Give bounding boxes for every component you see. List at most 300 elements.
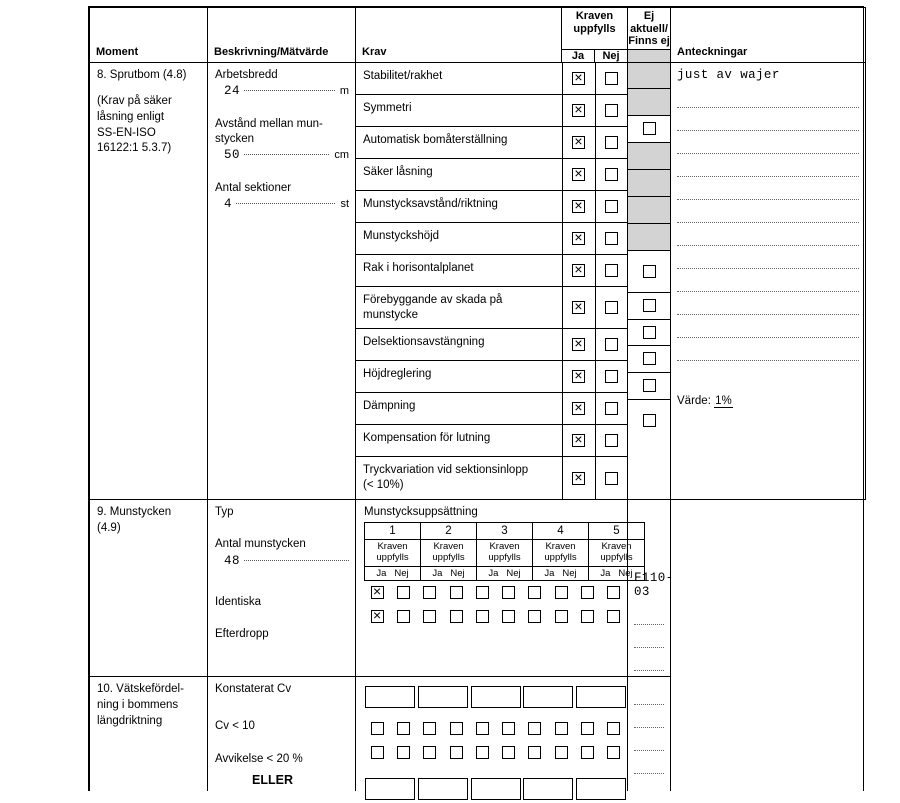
kraven-l2: uppfylls — [376, 551, 409, 563]
nej-label: Nej — [618, 567, 633, 579]
section10-moment-cell — [90, 676, 208, 791]
checkbox-icon — [502, 610, 515, 623]
krav-row — [356, 457, 628, 499]
section10-beskrivning-cell — [208, 676, 356, 791]
checkbox-icon — [528, 746, 541, 759]
text-box — [523, 686, 573, 708]
section9-identiska-label: Identiska — [215, 595, 262, 608]
identiska-group-2[interactable] — [417, 581, 470, 605]
meas-label-avstand-l2: stycken — [215, 132, 254, 145]
checkbox-icon — [581, 586, 594, 599]
krav-label-l2: (< 10%) — [363, 479, 404, 492]
section9-typ-label: Typ — [215, 505, 234, 518]
section8-note-l2: låsning enligt — [97, 110, 165, 123]
meas-dotted-line — [244, 90, 335, 91]
checkbox-icon — [605, 301, 618, 314]
checkbox-icon — [605, 168, 618, 181]
ja-label: Ja — [488, 567, 499, 579]
checkbox-icon — [581, 746, 594, 759]
section10-cv-label: Cv < 10 — [215, 720, 255, 733]
krav-nej-checkbox[interactable] — [595, 254, 628, 286]
meas-value-avstand: 50 — [224, 148, 241, 163]
krav-label: Säker låsning — [356, 158, 562, 190]
checkbox-icon — [397, 746, 410, 759]
nozzle-kraven-2 — [421, 539, 477, 566]
krav-label: Kompensation för lutning — [356, 425, 562, 457]
text-box — [365, 778, 415, 800]
krav-ja-checkbox[interactable] — [562, 425, 595, 457]
nozzle-janej-2 — [421, 566, 477, 580]
krav-ja-checkbox[interactable] — [562, 126, 595, 158]
text-box — [576, 778, 626, 800]
meas-label-avstand — [208, 112, 355, 147]
ja-label: Ja — [544, 567, 555, 579]
cv-group-1[interactable] — [364, 717, 417, 741]
krav-nej-checkbox[interactable] — [595, 286, 628, 328]
ej-checkbox[interactable] — [628, 250, 670, 292]
krav-label: Rak i horisontalplanet — [356, 254, 562, 286]
krav-label-l1: Förebyggande av skada på — [363, 293, 503, 306]
cv-group-5[interactable] — [574, 717, 627, 741]
krav-ja-checkbox[interactable] — [562, 222, 595, 254]
header-ej-spacer — [628, 49, 671, 62]
text-box — [471, 686, 521, 708]
checkbox-icon — [572, 338, 585, 351]
partial-box-row — [364, 765, 627, 785]
checkbox-icon — [605, 434, 618, 447]
section8-krav-block — [356, 62, 628, 499]
nozzle-janej-1 — [365, 566, 421, 580]
section10-anteckningar-cell[interactable] — [628, 676, 671, 791]
meas-dotted-line — [236, 203, 335, 204]
krav-label-l1: Tryckvariation vid sektionsinlopp — [363, 464, 529, 477]
checkbox-icon — [371, 746, 384, 759]
krav-ja-checkbox[interactable] — [562, 457, 595, 499]
identiska-group-5[interactable] — [574, 581, 627, 605]
krav-row — [356, 425, 628, 457]
checkbox-icon — [572, 136, 585, 149]
header-ej-line3: Finns ej — [628, 35, 670, 48]
krav-label: Höjdreglering — [356, 361, 562, 393]
ja-label: Ja — [376, 567, 387, 579]
checkbox-icon — [607, 722, 620, 735]
checkbox-icon — [605, 338, 618, 351]
checkbox-icon — [502, 746, 515, 759]
ej-row — [628, 399, 670, 441]
checkbox-icon — [643, 265, 656, 278]
checkbox-icon — [371, 610, 384, 623]
ej-row — [628, 169, 670, 196]
krav-row — [356, 158, 628, 190]
konstaterat-box-1[interactable] — [364, 683, 417, 711]
header-kraven-line1: Kraven — [575, 10, 614, 22]
ej-grey-cell — [628, 223, 670, 250]
text-box — [365, 686, 415, 708]
ej-row — [628, 142, 670, 169]
header-nej: Nej — [595, 49, 628, 62]
krav-ja-checkbox[interactable] — [562, 286, 595, 328]
nozzle-janej-row — [365, 566, 645, 580]
section8-varde-row — [677, 391, 859, 410]
header-ja: Ja — [562, 49, 595, 62]
ej-row — [628, 372, 670, 399]
checkbox-icon — [607, 746, 620, 759]
header-krav: Krav — [356, 8, 562, 63]
section9-note-text: F110-03 — [634, 570, 674, 599]
checkbox-icon — [605, 136, 618, 149]
partial-box-4[interactable] — [522, 775, 575, 803]
ej-grey-cell — [628, 88, 670, 115]
section8-moment-cell — [90, 62, 208, 499]
checkbox-icon — [643, 122, 656, 135]
partial-box-3[interactable] — [469, 775, 522, 803]
checkbox-icon — [572, 72, 585, 85]
krav-label: Stabilitet/rakhet — [356, 63, 562, 95]
section8-beskrivning-cell — [208, 62, 356, 499]
efterdropp-checkbox-row — [364, 605, 627, 629]
ej-row — [628, 292, 670, 319]
nozzle-janej-4 — [533, 566, 589, 580]
krav-label: Dämpning — [356, 393, 562, 425]
meas-label-avstand-l1: Avstånd mellan mun- — [215, 118, 323, 131]
krav-row — [356, 190, 628, 222]
identiska-checkbox-row — [364, 581, 627, 605]
section9-antal-field[interactable] — [208, 553, 355, 574]
checkbox-icon — [450, 722, 463, 735]
krav-label: Munstyckshöjd — [356, 222, 562, 254]
ej-checkbox[interactable] — [628, 292, 670, 319]
krav-ja-checkbox[interactable] — [562, 158, 595, 190]
meas-unit-antal-sektioner: st — [340, 198, 349, 211]
meas-value-antal-sektioner: 4 — [224, 197, 233, 212]
krav-ja-checkbox[interactable] — [562, 190, 595, 222]
checkbox-icon — [423, 746, 436, 759]
checkbox-icon — [450, 610, 463, 623]
inspection-table — [89, 7, 866, 791]
nozzle-col-5: 5 — [589, 522, 645, 539]
avvikelse-group-4[interactable] — [522, 741, 575, 765]
checkbox-icon — [450, 586, 463, 599]
section8-ej-column — [628, 62, 671, 499]
nozzle-col-1: 1 — [365, 522, 421, 539]
checkbox-icon — [423, 610, 436, 623]
checkbox-icon — [643, 352, 656, 365]
checkbox-icon — [605, 370, 618, 383]
checkbox-icon — [581, 722, 594, 735]
krav-nej-checkbox[interactable] — [595, 190, 628, 222]
krav-row — [356, 126, 628, 158]
kraven-l2: uppfylls — [600, 551, 633, 563]
kraven-l1: Kraven — [601, 540, 632, 552]
krav-ja-checkbox[interactable] — [562, 361, 595, 393]
section10-title-l2: ning i bommens — [97, 698, 179, 711]
krav-row — [356, 286, 628, 328]
checkbox-icon — [476, 586, 489, 599]
checkbox-icon — [572, 264, 585, 277]
section9-antal-value: 48 — [224, 553, 241, 568]
checkbox-icon — [528, 610, 541, 623]
checkbox-icon — [572, 232, 585, 245]
section9-efterdropp-label: Efterdropp — [215, 627, 269, 640]
krav-row — [356, 254, 628, 286]
meas-field-antal-sektioner[interactable] — [208, 196, 355, 217]
section10-title-l3: längdriktning — [97, 714, 163, 727]
section9-beskrivning-cell — [208, 499, 356, 676]
section9-anteckningar-cell[interactable] — [628, 499, 674, 676]
header-kraven-line2: uppfylls — [573, 22, 616, 35]
checkbox-icon — [643, 299, 656, 312]
krav-ja-checkbox[interactable] — [562, 329, 595, 361]
checkbox-icon — [371, 722, 384, 735]
efterdropp-group-4[interactable] — [522, 605, 575, 629]
ej-grey-cell — [628, 142, 670, 169]
krav-ja-checkbox[interactable] — [562, 94, 595, 126]
checkbox-icon — [643, 326, 656, 339]
checkbox-icon — [607, 586, 620, 599]
checkbox-icon — [643, 414, 656, 427]
krav-nej-checkbox[interactable] — [595, 457, 628, 499]
krav-nej-checkbox[interactable] — [595, 425, 628, 457]
krav-nej-checkbox[interactable] — [595, 393, 628, 425]
identiska-group-4[interactable] — [522, 581, 575, 605]
checkbox-icon — [423, 722, 436, 735]
krav-row — [356, 222, 628, 254]
checkbox-icon — [572, 434, 585, 447]
checkbox-icon — [643, 379, 656, 392]
meas-unit-avstand: cm — [334, 149, 349, 162]
meas-label-arbetsbredd: Arbetsbredd — [215, 68, 278, 81]
section8-note-l1: (Krav på säker — [97, 94, 172, 107]
efterdropp-group-2[interactable] — [417, 605, 470, 629]
section10-avvikelse-label: Avvikelse < 20 % — [215, 752, 303, 765]
efterdropp-group-1[interactable] — [364, 605, 417, 629]
nej-label: Nej — [506, 567, 521, 579]
ej-row — [628, 88, 670, 115]
meas-dotted-line — [244, 560, 349, 561]
nozzle-table — [364, 522, 645, 581]
checkbox-icon — [572, 370, 585, 383]
kraven-l2: uppfylls — [432, 551, 465, 563]
inspection-form-sheet — [88, 6, 864, 791]
section10-box-area — [356, 677, 627, 785]
checkbox-icon — [572, 301, 585, 314]
avvikelse-group-3[interactable] — [469, 741, 522, 765]
identiska-group-3[interactable] — [469, 581, 522, 605]
krav-ja-checkbox[interactable] — [562, 254, 595, 286]
krav-nej-checkbox[interactable] — [595, 126, 628, 158]
meas-unit-arbetsbredd: m — [339, 85, 349, 98]
kraven-l1: Kraven — [377, 540, 408, 552]
nozzle-table-wrap — [356, 522, 633, 635]
checkbox-icon — [397, 610, 410, 623]
ej-checkbox[interactable] — [628, 115, 670, 142]
text-box — [576, 686, 626, 708]
section10-boxes-cell — [356, 676, 628, 791]
meas-field-avstand[interactable] — [208, 147, 355, 168]
ej-checkbox[interactable] — [628, 319, 670, 345]
checkbox-icon — [605, 72, 618, 85]
checkbox-icon — [572, 104, 585, 117]
table-header-row — [90, 8, 866, 50]
checkbox-icon — [528, 722, 541, 735]
section8-title: 8. Sprutbom (4.8) — [97, 68, 187, 81]
checkbox-icon — [502, 586, 515, 599]
nozzle-kraven-4 — [533, 539, 589, 566]
nozzle-table-title: Munstycksuppsättning — [364, 505, 478, 518]
section9-title-l2: (4.9) — [97, 521, 121, 534]
checkbox-icon — [605, 104, 618, 117]
cv-checkbox-row — [364, 711, 627, 741]
krav-nej-checkbox[interactable] — [595, 158, 628, 190]
checkbox-icon — [476, 746, 489, 759]
krav-label: Delsektionsavstängning — [356, 329, 562, 361]
checkbox-icon — [572, 168, 585, 181]
ej-grey-cell — [628, 169, 670, 196]
krav-row — [356, 94, 628, 126]
nozzle-number-row — [365, 522, 645, 539]
krav-label: Automatisk bomåterställning — [356, 126, 562, 158]
krav-nej-checkbox[interactable] — [595, 329, 628, 361]
avvikelse-group-2[interactable] — [417, 741, 470, 765]
text-box — [418, 686, 468, 708]
krav-row — [356, 393, 628, 425]
nej-label: Nej — [394, 567, 409, 579]
konstaterat-box-5[interactable] — [574, 683, 627, 711]
nozzle-col-3: 3 — [477, 522, 533, 539]
checkbox-icon — [605, 402, 618, 415]
checkbox-icon — [371, 586, 384, 599]
section9-nozzle-cell — [356, 499, 633, 676]
checkbox-icon — [476, 722, 489, 735]
krav-label-l2: munstycke — [363, 308, 418, 321]
checkbox-icon — [605, 200, 618, 213]
partial-box-2[interactable] — [417, 775, 470, 803]
ja-label: Ja — [432, 567, 443, 579]
checkbox-icon — [423, 586, 436, 599]
meas-label-antal-sektioner: Antal sektioner — [215, 182, 292, 195]
krav-nej-checkbox[interactable] — [595, 94, 628, 126]
partial-box-5[interactable] — [574, 775, 627, 803]
konstaterat-box-4[interactable] — [522, 683, 575, 711]
konstaterat-box-3[interactable] — [469, 683, 522, 711]
krav-label — [356, 286, 562, 328]
krav-label: Symmetri — [356, 94, 562, 126]
section8-varde-label: Värde: — [677, 394, 711, 407]
header-kraven-uppfylls — [562, 8, 628, 50]
avvikelse-group-1[interactable] — [364, 741, 417, 765]
krav-nej-checkbox[interactable] — [595, 222, 628, 254]
section9-antal-label: Antal munstycken — [215, 538, 306, 551]
ej-row — [628, 63, 670, 89]
checkbox-icon — [572, 472, 585, 485]
ej-checkbox[interactable] — [628, 345, 670, 372]
text-box — [471, 778, 521, 800]
kraven-l1: Kraven — [433, 540, 464, 552]
section8-row — [90, 62, 866, 499]
ja-label: Ja — [600, 567, 611, 579]
checkbox-icon — [450, 746, 463, 759]
ej-checkbox[interactable] — [628, 372, 670, 399]
ej-row — [628, 196, 670, 223]
section8-anteckningar-cell[interactable] — [671, 62, 866, 499]
header-beskrivning: Beskrivning/Mätvärde — [208, 8, 356, 63]
header-ej-aktuell — [628, 8, 671, 50]
kraven-l1: Kraven — [489, 540, 520, 552]
krav-label — [356, 457, 562, 499]
section10-konstaterat-label: Konstaterat Cv — [215, 682, 292, 695]
cv-group-3[interactable] — [469, 717, 522, 741]
identiska-group-1[interactable] — [364, 581, 417, 605]
ej-checkbox[interactable] — [628, 399, 670, 441]
meas-field-arbetsbredd[interactable] — [208, 83, 355, 104]
nozzle-kraven-1 — [365, 539, 421, 566]
ej-row — [628, 319, 670, 345]
checkbox-icon — [528, 586, 541, 599]
ej-row — [628, 345, 670, 372]
checkbox-icon — [502, 722, 515, 735]
header-ej-line1: Ej — [643, 10, 655, 22]
meas-dotted-line — [244, 154, 329, 155]
checkbox-icon — [397, 722, 410, 735]
header-anteckningar: Anteckningar — [671, 8, 866, 63]
krav-ja-checkbox[interactable] — [562, 63, 595, 95]
kraven-l2: uppfylls — [488, 551, 521, 563]
section8-note-l3: SS-EN-ISO — [97, 126, 156, 139]
section10-row — [90, 676, 866, 791]
krav-nej-checkbox[interactable] — [595, 361, 628, 393]
nozzle-janej-3 — [477, 566, 533, 580]
konstaterat-box-2[interactable] — [417, 683, 470, 711]
krav-row — [356, 329, 628, 361]
checkbox-icon — [605, 264, 618, 277]
ej-row — [628, 250, 670, 292]
partial-box-1[interactable] — [364, 775, 417, 803]
cv-group-4[interactable] — [522, 717, 575, 741]
header-moment: Moment — [90, 8, 208, 63]
checkbox-icon — [605, 472, 618, 485]
krav-row — [356, 63, 628, 95]
krav-nej-checkbox[interactable] — [595, 63, 628, 95]
checkbox-icon — [555, 746, 568, 759]
nej-label: Nej — [450, 567, 465, 579]
checkbox-icon — [555, 722, 568, 735]
kraven-l1: Kraven — [545, 540, 576, 552]
efterdropp-group-3[interactable] — [469, 605, 522, 629]
konstaterat-box-row — [364, 677, 627, 711]
ej-grey-cell — [628, 63, 670, 89]
checkbox-icon — [605, 232, 618, 245]
nozzle-col-2: 2 — [421, 522, 477, 539]
checkbox-icon — [555, 586, 568, 599]
section10-eller-label: ELLER — [252, 772, 293, 787]
nozzle-col-4: 4 — [533, 522, 589, 539]
section9-moment-cell — [90, 499, 208, 676]
avvikelse-group-5[interactable] — [574, 741, 627, 765]
kraven-l2: uppfylls — [544, 551, 577, 563]
cv-group-2[interactable] — [417, 717, 470, 741]
nozzle-kraven-row — [365, 539, 645, 566]
checkbox-icon — [572, 200, 585, 213]
text-box — [523, 778, 573, 800]
checkbox-icon — [555, 610, 568, 623]
efterdropp-group-5[interactable] — [574, 605, 627, 629]
header-ej-line2: aktuell/ — [630, 22, 668, 35]
checkbox-icon — [397, 586, 410, 599]
section8-varde-value: 1% — [715, 394, 732, 407]
krav-ja-checkbox[interactable] — [562, 393, 595, 425]
checkbox-icon — [607, 610, 620, 623]
checkbox-icon — [581, 610, 594, 623]
